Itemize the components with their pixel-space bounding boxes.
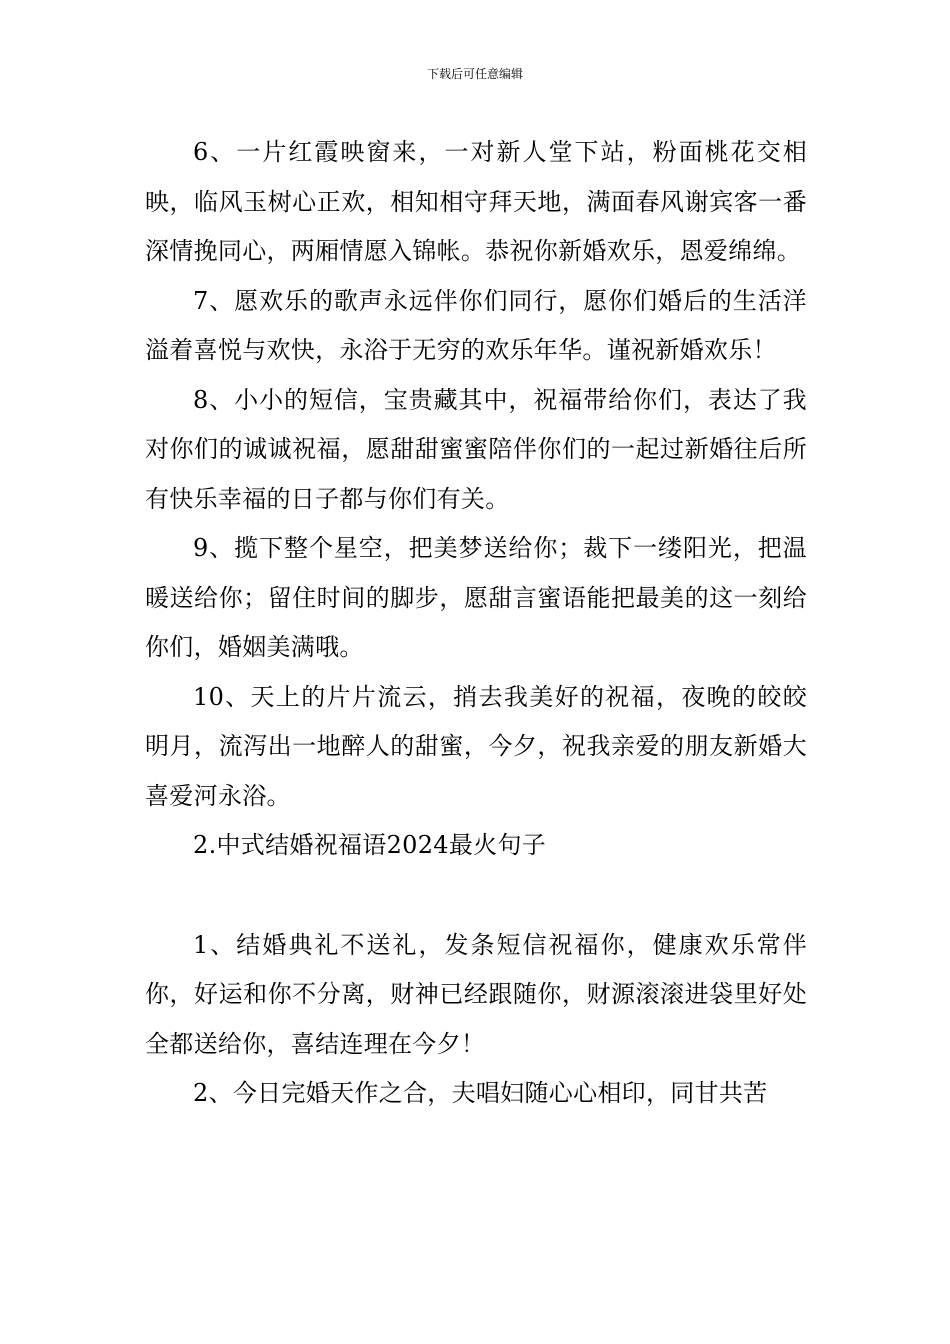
paragraph-10: 10、天上的片片流云，捎去我美好的祝福，夜晚的皎皎明月，流泻出一地醉人的甜蜜，今夕，祝我亲爱的朋友新婚大喜爱河永浴。 (145, 682, 807, 810)
paragraph-6: 6、一片红霞映窗来，一对新人堂下站，粉面桃花交相映，临风玉树心正欢，相知相守拜天地，满面春风谢宾客一番深情挽同心，两厢情愿入锦帐。恭祝你新婚欢乐，恩爱绵绵。 (145, 138, 807, 265)
paragraph-9: 9、揽下整个星空，把美梦送给你；裁下一缕阳光，把温暖送给你；留住时间的脚步，愿甜言蜜语能把最美的这一刻给你们，婚姻美满哦。 (145, 534, 807, 661)
paragraph-s2-1: 1、结婚典礼不送礼，发条短信祝福你，健康欢乐常伴你，好运和你不分离，财神已经跟随你，财源滚滚进袋里好处全都送给你，喜结连理在今夕！ (145, 930, 807, 1058)
page-header: 下载后可任意编辑 (426, 67, 523, 81)
spacer (145, 871, 807, 921)
section-heading: 2.中式结婚祝福语2024最火句子 (193, 831, 547, 859)
document-body (145, 128, 807, 1119)
paragraph-7: 7、愿欢乐的歌声永远伴你们同行，愿你们婚后的生活洋溢着喜悦与欢快，永浴于无穷的欢乐年华。谨祝新婚欢乐！ (145, 286, 807, 364)
paragraph-s2-2: 2、今日完婚天作之合，夫唱妇随心心相印，同甘共苦 (193, 1079, 768, 1107)
paragraph-8: 8、小小的短信，宝贵藏其中，祝福带给你们，表达了我对你们的诚诚祝福，愿甜甜蜜蜜陪伴你们的一起过新婚往后所有快乐幸福的日子都与你们有关。 (145, 385, 807, 513)
